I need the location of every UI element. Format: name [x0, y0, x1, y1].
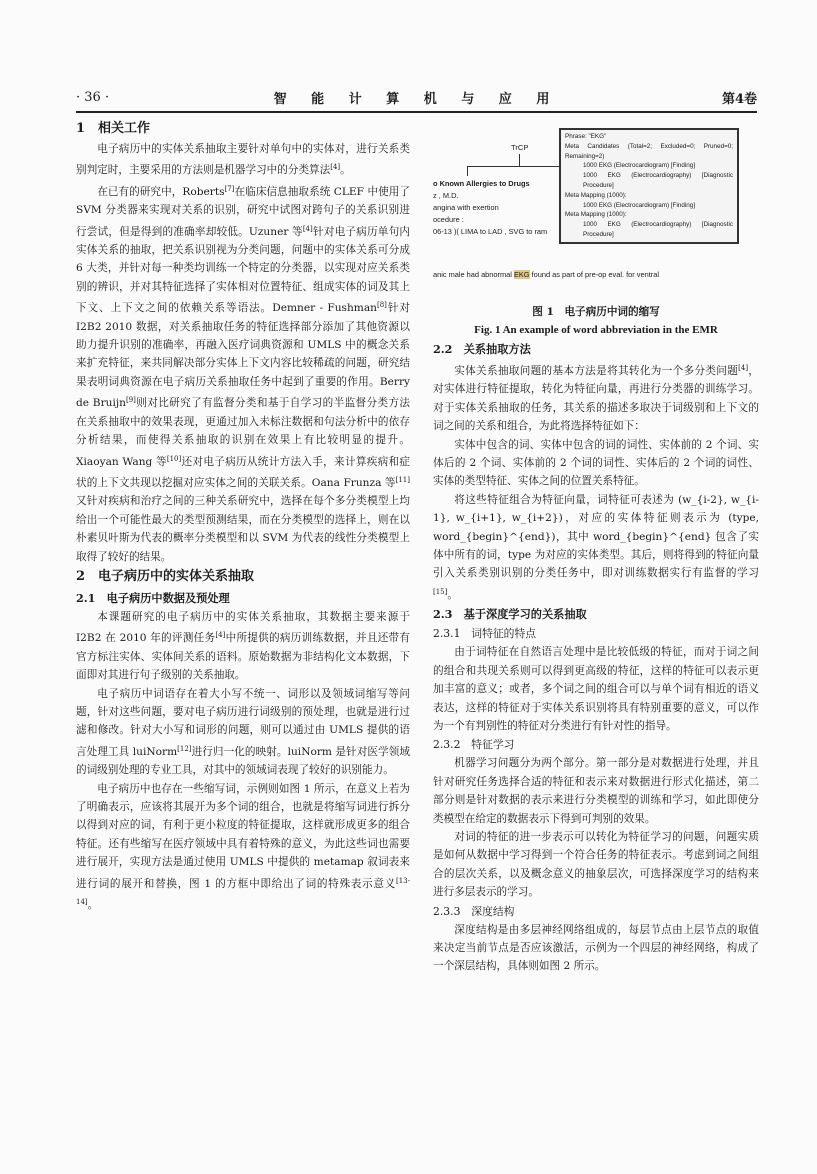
snippet-line: o Known Allergies to Drugs — [433, 179, 530, 188]
snippet-line: ocedure : — [433, 215, 464, 224]
volume-label: 第4卷 — [721, 92, 757, 107]
ekg-highlight: EKG — [513, 270, 530, 279]
section-1-title: 1 相关工作 — [76, 121, 151, 136]
citation: [4] — [302, 224, 313, 233]
paragraph: 深度结构是由多层神经网络组成的，每层节点由上层节点的取值来决定当前节点是否应该激活，示例为一个四层的神经网络，构成了一个深层结构，具体则如图 2 所示。 — [433, 923, 759, 973]
paragraph: 电子病历中词语存在着大小写不统一、词形以及领域词缩写等问题，针对这些问题，要对电子病历进行词级别的预处理，也就是进行过滤和修改。针对大小写和词形的问题，则可以通过由 UMLS 提供的语言处理工具 luiNorm[12]进行归一化的映射。luiNorm 是针对医学领域的词级别处理的专业工具，对其中的领域词表现了较好的识别能力。 — [76, 687, 410, 777]
box-line: Meta Mapping (1000): — [565, 211, 627, 219]
citation: [12] — [177, 744, 192, 753]
figure-1-caption-zh: 图 1 电子病历中词的缩写 — [532, 306, 660, 318]
left-column — [76, 118, 410, 914]
section-2-3-1-title: 2.3.1 词特征的特点 — [433, 627, 537, 641]
snippet-lines — [433, 178, 547, 238]
paragraph: 电子病历中也存在一些缩写词，示例则如图 1 所示，在意义上若为了明确表示，应该将其展开为多个词的组合，也就是将缩写词进行拆分以得到对应的词，有利于更小粒度的特征提取，这样就形成更多的组合特征。还有些缩写在医疗领域中具有着特殊的意义，为此这些词也需要进行展开，实现方法是通过使用 UMLS 中提供的 metamap 叙词表来进行词的展开和替换，图 1 的方框中即给出了词的特殊表示意义[13-14]。 — [76, 782, 410, 912]
citation: [9] — [125, 396, 136, 405]
box-line: 1000 EKG (Electrocardiography) [Diagnostic Procedure] — [583, 172, 733, 189]
snippet-line: 06-13 )( LIMA to LAD , SVG to ram — [433, 227, 548, 236]
trcp-label: TrCP — [511, 143, 529, 152]
box-line: Phrase: "EKG" — [565, 133, 607, 140]
metamap-output-box — [559, 128, 739, 244]
box-line: Meta Mapping (1000): — [565, 191, 627, 199]
citation: [7] — [224, 184, 235, 193]
citation: [11] — [395, 475, 410, 484]
figure-1-sentence: anic male had abnormal EKG found as part of pre-op eval. for ventral — [433, 270, 659, 279]
header-rule — [76, 111, 757, 113]
running-header — [76, 88, 757, 110]
figure-1 — [433, 118, 759, 301]
citation: [8] — [376, 301, 387, 310]
box-line: Meta Candidates (Total=2; Excluded=0; Pruned=0; Remaining=2) — [565, 142, 733, 160]
box-line: 1000 EKG (Electrocardiography) [Diagnostic Procedure] — [583, 221, 733, 238]
paragraph: 机器学习问题分为两个部分。第一部分是对数据进行处理，并且针对研究任务选择合适的特征和表示来对数据进行形式化描述，第二部分则是针对数据的表示来进行分类模型的训练和学习，如此即使分类模型在给定的数据表示下得到可判别的效果。 — [433, 757, 759, 825]
paragraph: 电子病历中的实体关系抽取主要针对单句中的实体对，进行关系类别判定时，主要采用的方法则是机器学习中的分类算法[4]。 — [76, 143, 410, 177]
section-2-2-title: 2.2 关系抽取方法 — [433, 342, 531, 356]
paragraph: 本课题研究的电子病历中的实体关系抽取，其数据主要来源于 I2B2 在 2010 年的评测任务[4]中所提供的病历训练数据，并且还带有官方标注实体、实体间关系的语料。原始数据为非结构化文本数据，下面即对其进行句子级别的关系抽取。 — [76, 610, 411, 682]
citation: [4] — [215, 631, 226, 640]
snippet-line: z , M.D. — [433, 191, 459, 200]
box-line: 1000 EKG (Electrocardiogram) [Finding] — [583, 201, 695, 209]
citation: [13-14] — [76, 876, 410, 907]
citation: [10] — [166, 454, 182, 463]
citation: [15] — [433, 587, 448, 596]
section-2-3-2-title: 2.3.2 特征学习 — [433, 738, 515, 752]
citation: [4] — [738, 364, 749, 372]
paragraph: 实体关系抽取问题的基本方法是将其转化为一个多分类问题[4]，对实体进行特征提取，转化为特征向量，再进行分类器的训练学习。对于实体关系抽取的任务，其关系的描述多取决于词级别和上下文的词之间的关系和组合，为此将选择特征如下： — [433, 364, 759, 433]
box-line: 1000 EKG (Electrocardiogram) [Finding] — [583, 162, 695, 170]
figure-1-caption-en: Fig. 1 An example of word abbreviation in the EMR — [474, 324, 718, 336]
paragraph: 将这些特征组合为特征向量，词特征可表述为 (w_{i-2}, w_{i-1}, w_{i+1}, w_{i+2})，对应的实体特征则表示为 (type, word_{begin}^{end})，其中 word_{begin}^{end} 包含了实体中所有的词，type 为对应的实体类型。其后，则将得到的特征向量引入关系类别识别的分类任务中，即对训练数据实行有监督的学习[15]。 — [433, 493, 759, 601]
section-2-title: 2 电子病历中的实体关系抽取 — [76, 568, 255, 584]
paragraph: 实体中包含的词、实体中包含的词的词性、实体前的 2 个词、实体后的 2 个词、实体前的 2 个词的词性、实体后的 2 个词的词性、实体的类型特征、实体之间的位置关系特征。 — [433, 438, 759, 488]
paragraph: 对词的特征的进一步表示可以转化为特征学习的问题，问题实质是如何从数据中学习得到一个符合任务的特征表示。考虑到词之间组合的层次关系，以及概念意义的抽象层次，可选择深度学习的结构来进行多层表示的学习。 — [433, 830, 759, 899]
snippet-line: angina with exertion — [433, 203, 499, 212]
paragraph: 在已有的研究中，Roberts[7]在临床信息抽取系统 CLEF 中使用了 SVM 分类器来实现对关系的识别，研究中试图对跨句子的关系识别进行尝试，但是得到的准确率却较低。Uzuner 等[4]针对电子病历单句内实体关系的抽取，把关系识别视为分类问题，问题中的实体关系可分成 6 大类，并针对每一种类均训练一个特定的分类器，以实现对应关系类别的辨识，并对其特征选择了实体相对位置特征、组成实体的词及其上下文、上下文之间的依赖关系等语法。Demner - Fushman[8]针对 I2B2 2010 数据，对关系抽取任务的特征选择部分添加了其他资源以助力提升识别的准确率，再融入医疗词典资源和 UMLS 中的概念关系来扩充特征，来共同解决部分实体上下文内容比较稀疏的问题，研究结果表明词典资源在电子病历关系抽取任务中起到了重要的作用。Berry de Bruijn[9]则对比研究了有监督分类和基于自学习的半监督分类方法在关系抽取中的效果表现，更通过加入未标注数据和句法分析中的依存分析结果，而使得关系抽取的识别在效果上有比较明显的提升。Xiaoyan Wang 等[10]还对电子病历从统计方法入手，来计算疾病和症状的上下文共现以挖掘对应实体之间的关联关系。Oana Frunza 等[11]又针对疾病和治疗之间的三种关系研究中，选择在每个多分类模型上均给出一个可能性最大的类型预测结果，而在分类模型的选择上，则在以朴素贝叶斯为代表的概率分类模型和以 SVM 为代表的线性分类模型上取得了较好的结果。 — [76, 184, 411, 563]
page-number: · 36 · — [76, 90, 110, 105]
section-2-3-3-title: 2.3.3 深度结构 — [433, 904, 515, 918]
section-2-1-title: 2.1 电子病历中数据及预处理 — [76, 590, 230, 605]
paragraph: 由于词特征在自然语言处理中是比较低级的特征，而对于词之间的组合和共现关系则可以得到更高级的特征，这样的特征可以表示更加丰富的意义；或者，多个词之间的组合可以与单个词有相近的语义表达，这样的特征对于实体关系识别将具有特别重要的意义，可以作为一个有判别性的特征对分类进行有针对性的指导。 — [433, 646, 759, 732]
tree-connector — [463, 154, 573, 178]
section-2-3-title: 2.3 基于深度学习的关系抽取 — [433, 607, 587, 622]
right-column — [433, 118, 759, 976]
journal-title: 智 能 计 算 机 与 应 用 — [273, 92, 560, 107]
citation: [4] — [330, 163, 341, 172]
